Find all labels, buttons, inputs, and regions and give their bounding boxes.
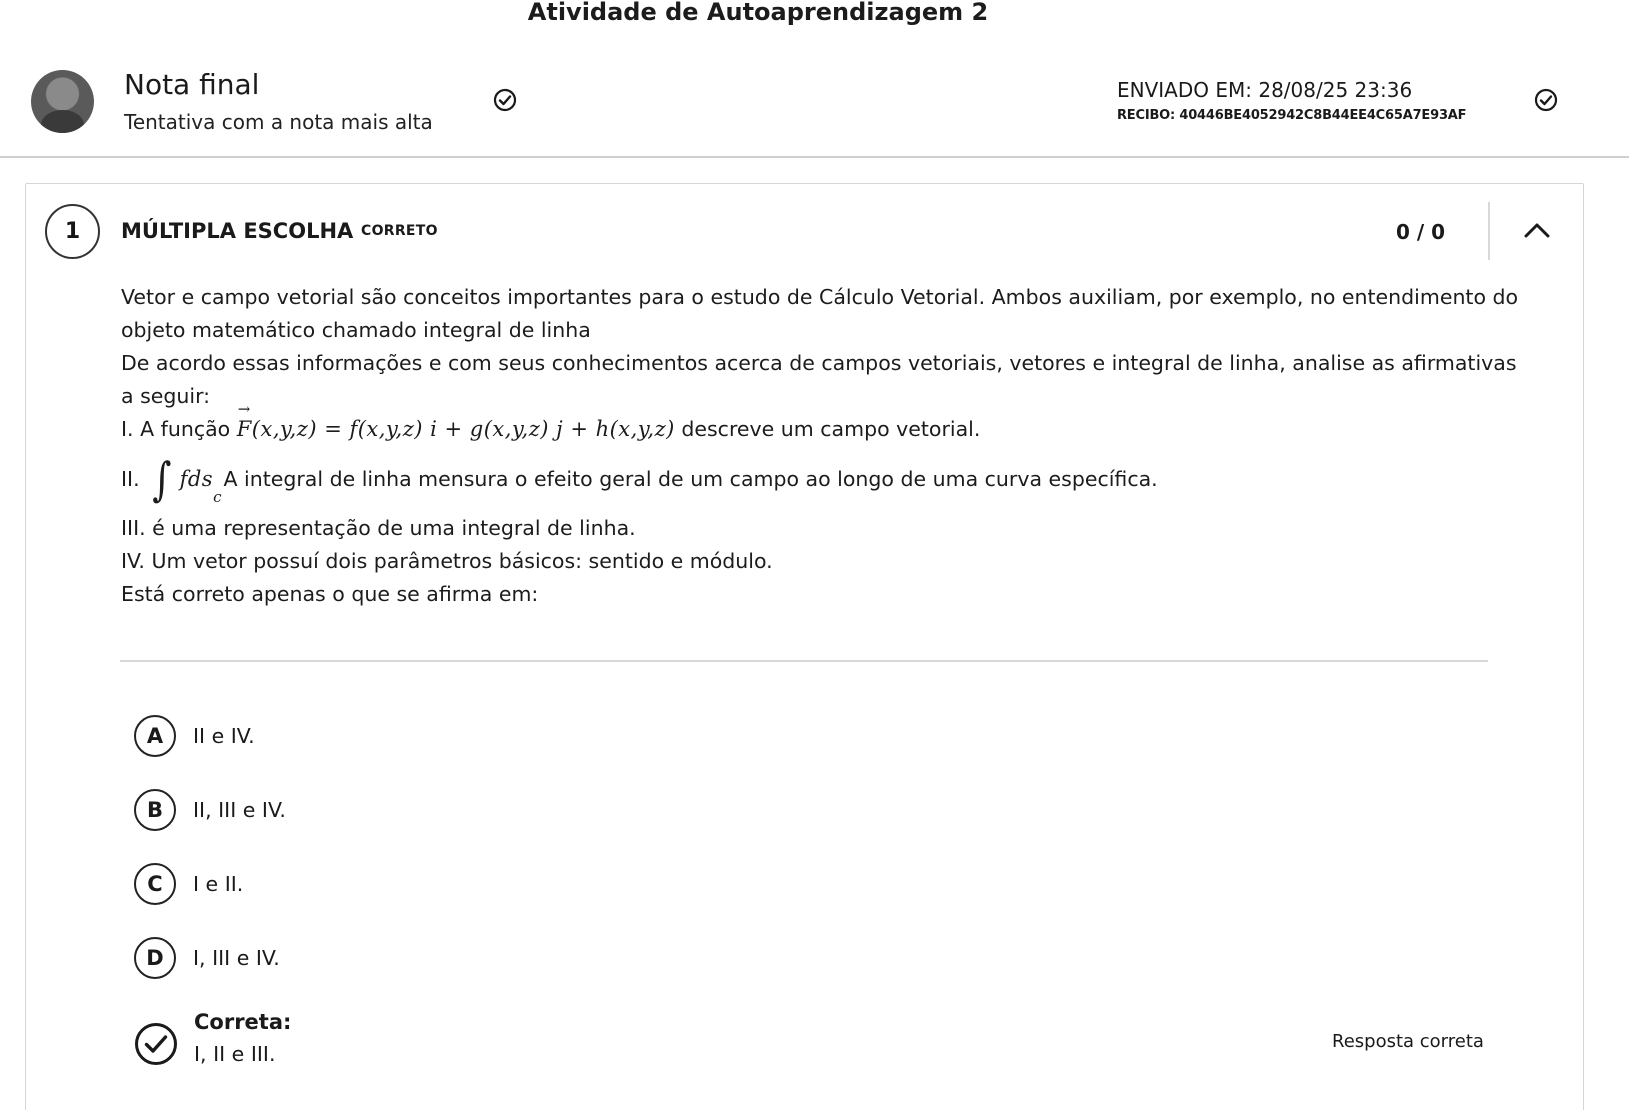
question-number: 1 — [45, 204, 100, 259]
option-text: I e II. — [193, 872, 244, 896]
grade-header — [0, 40, 1629, 158]
assertion-i-prefix: I. A função — [121, 417, 231, 441]
divider — [1488, 202, 1490, 260]
check-circle-icon — [134, 1022, 178, 1066]
statement-paragraph: De acordo essas informações e com seus conhecimentos acerca de campos vetoriais, vetores e integral de linha, analise as afirmativas a seguir: — [121, 351, 1517, 408]
integral-symbol: ∫ — [152, 452, 172, 506]
grade-subtitle: Tentativa com a nota mais alta — [124, 110, 433, 134]
grade-title: Nota final — [124, 68, 260, 101]
check-circle-icon — [1534, 88, 1558, 112]
option-text: II e IV. — [193, 724, 255, 748]
vector-field-formula: → F(x,y,z) = f(x,y,z) i + g(x,y,z) j + h(x,y,z) — [237, 413, 675, 446]
option-letter: A — [134, 715, 176, 757]
option-b[interactable] — [134, 788, 286, 832]
divider — [120, 660, 1488, 662]
question-statement — [121, 281, 1521, 611]
assertion-iv: IV. Um vetor possuí dois parâmetros básicos: sentido e módulo. — [121, 549, 773, 573]
assertion-ii — [121, 446, 1521, 512]
status-badge: CORRETO — [361, 223, 438, 239]
assertion-ii-suffix: A integral de linha mensura o efeito geral de um campo ao longo de uma curva específica. — [223, 466, 1158, 491]
integral-subscript: c — [213, 487, 222, 506]
page-title: Atividade de Autoaprendizagem 2 — [527, 0, 989, 26]
chevron-up-icon[interactable] — [1521, 216, 1553, 244]
option-text: I, III e IV. — [193, 946, 280, 970]
option-a[interactable] — [134, 714, 255, 758]
submitted-date: ENVIADO EM: 28/08/25 23:36 — [1117, 78, 1413, 102]
correct-answer-value: I, II e III. — [194, 1042, 276, 1066]
correct-answer-label: Correta: — [194, 1010, 292, 1034]
statement-paragraph: Vetor e campo vetorial são conceitos importantes para o estudo de Cálculo Vetorial. Ambos auxiliam, por exemplo, no entendimento do objeto matemático chamado integral de linha — [121, 285, 1519, 342]
assertion-ii-prefix: II. — [121, 466, 140, 491]
question-type: MÚLTIPLA ESCOLHA — [121, 219, 354, 243]
avatar[interactable] — [31, 70, 94, 133]
assertion-i-suffix: descreve um campo vetorial. — [681, 417, 981, 441]
assertion-iii: III. é uma representação de uma integral de linha. — [121, 516, 636, 540]
correct-answer-note: Resposta correta — [1332, 1031, 1484, 1052]
option-letter: B — [134, 789, 176, 831]
line-integral-formula: fds — [179, 466, 214, 491]
receipt-code: RECIBO: 40446BE4052942C8B44EE4C65A7E93AF — [1117, 108, 1467, 123]
option-letter: C — [134, 863, 176, 905]
check-circle-icon — [493, 88, 517, 112]
question-score: 0 / 0 — [1396, 220, 1446, 244]
option-letter: D — [134, 937, 176, 979]
question-prompt: Está correto apenas o que se afirma em: — [121, 582, 539, 606]
question-card — [25, 183, 1584, 1110]
option-c[interactable] — [134, 862, 243, 906]
option-text: II, III e IV. — [193, 798, 286, 822]
assertion-i — [121, 413, 1521, 446]
option-d[interactable] — [134, 936, 280, 980]
